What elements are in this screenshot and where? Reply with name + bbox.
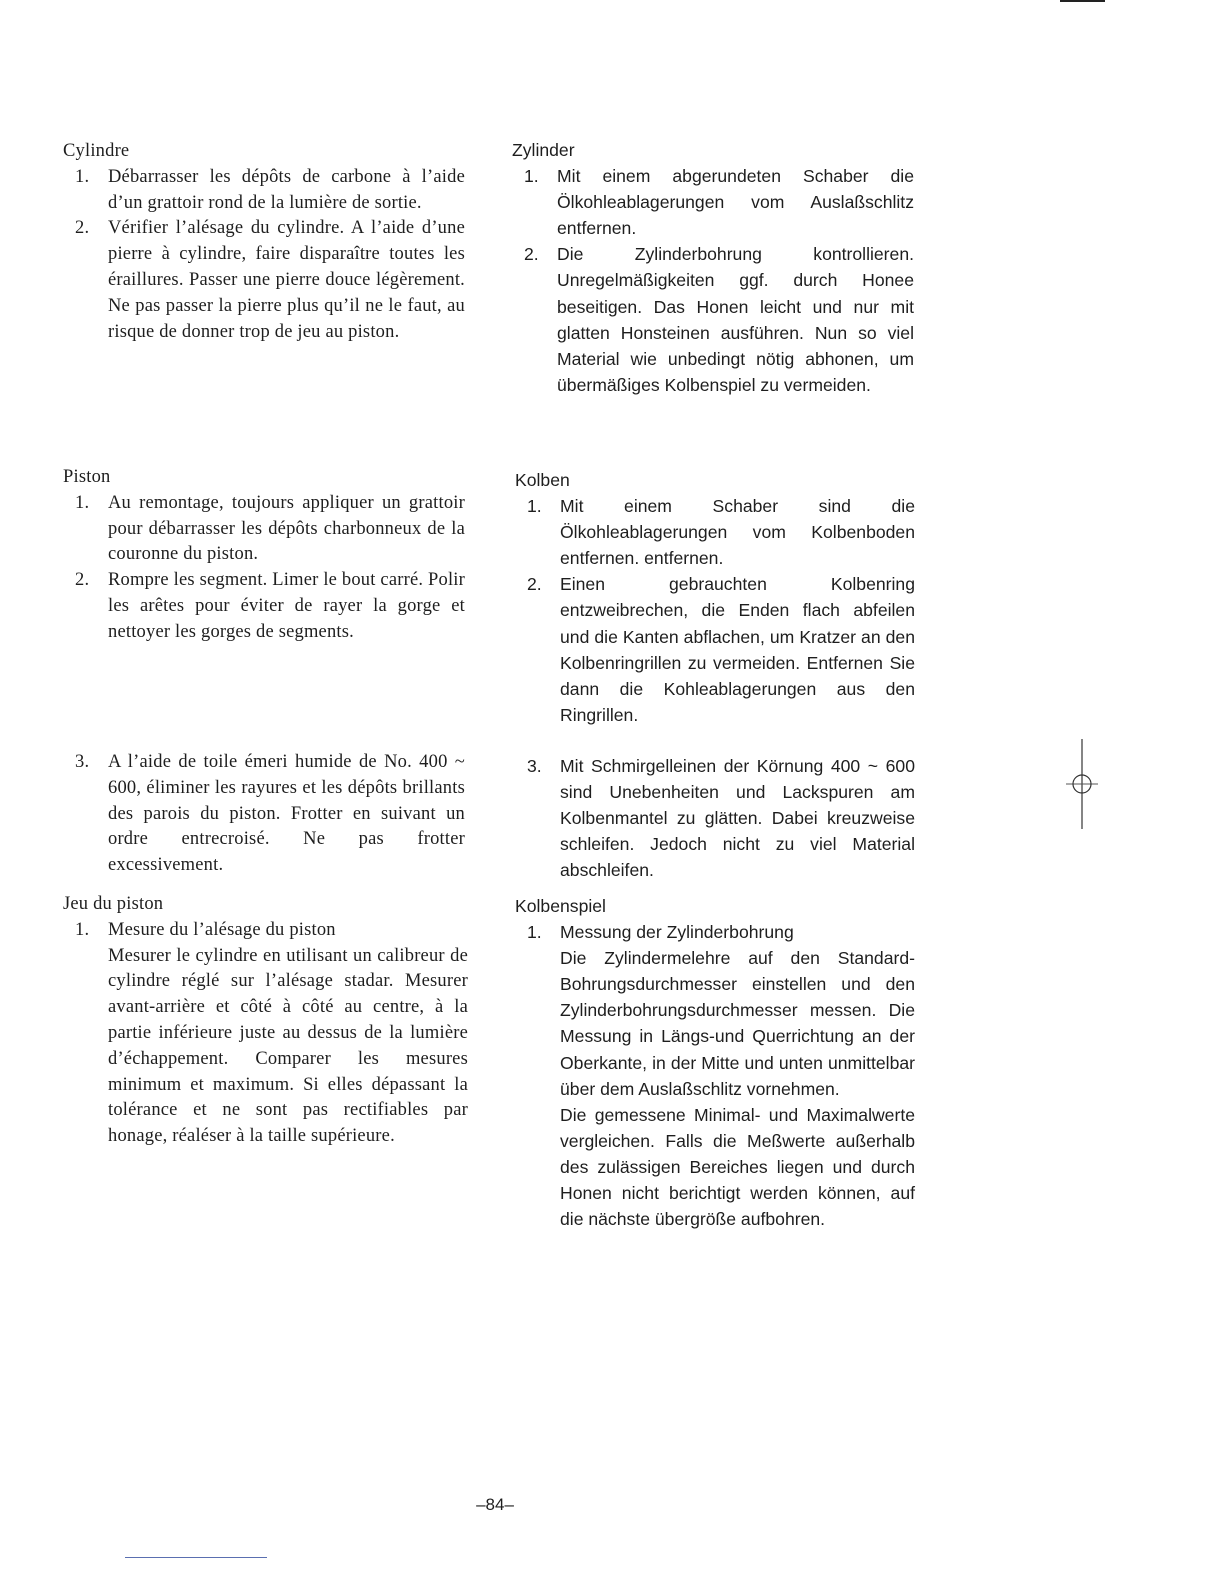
item-number: 2.	[75, 218, 90, 239]
page-number: –84–	[476, 1495, 514, 1514]
item-number: 3.	[75, 752, 90, 772]
section-cylindre	[63, 139, 465, 345]
item-text: Mit einem abgerundeten Schaber die Ölkohleablagerungen vom Auslaßschlitz entfernen.	[557, 166, 914, 239]
heading-cylindre: Cylindre	[63, 141, 130, 161]
list-item	[515, 919, 915, 1232]
list-item	[63, 750, 465, 879]
list-item	[63, 491, 465, 568]
item-text: Mit einem Schaber sind die Ölkohleablagerungen vom Kolbenboden entfernen. entfernen.	[560, 496, 915, 569]
heading-kolbenspiel: Kolbenspiel	[515, 896, 606, 916]
item-text: Débarrasser les dépôts de carbone à l’aide d’un grattoir rond de la lumière de sortie.	[108, 166, 465, 213]
item-text: Die Zylindermelehre auf den Standard-Bohrungsdurchmesser einstellen und den Zylinderbohrungsdurchmesser messen. Die Messung in Längs-und Querrichtung an der Oberkante, in der Mitte und unten unmittelbar über dem Auslaßschlitz vornehmen.	[560, 948, 915, 1099]
item-number: 1.	[75, 166, 90, 187]
registration-mark	[1066, 739, 1098, 829]
item-number: 1.	[75, 919, 90, 940]
bottom-rule	[125, 1557, 267, 1558]
heading-jeu-du-piston: Jeu du piston	[63, 894, 164, 914]
heading-kolben: Kolben	[515, 470, 570, 490]
item-text: Einen gebrauchten Kolbenring entzweibrechen, die Enden flach abfeilen und die Kanten abflachen, um Kratzer an den Kolbenringrillen zu vermeiden. Entfernen Sie dann die Kohleablagerungen aus den Ringrillen.	[560, 574, 915, 725]
list-item	[63, 216, 465, 345]
section-kolben-step3	[515, 753, 915, 883]
list-item	[63, 165, 465, 217]
list-item	[512, 241, 914, 398]
item-text: Au remontage, toujours appliquer un grattoir pour débarrasser les dépôts charbonneux de la couronne du piston.	[108, 492, 465, 565]
item-number: 1.	[527, 496, 542, 517]
list-item	[515, 493, 915, 571]
section-piston-step3	[63, 750, 465, 879]
section-kolben	[515, 467, 915, 728]
item-number: 2.	[75, 570, 90, 591]
section-jeu-du-piston	[63, 892, 468, 1150]
item-title: Mesure du l’alésage du piston	[108, 919, 336, 940]
section-kolbenspiel	[515, 893, 915, 1232]
item-text: Die Zylinderbohrung kontrollieren. Unregelmäßigkeiten ggf. durch Honee beseitigen. Das Honen leicht und nur mit glatten Honsteinen ausführen. Nun so viel Material wie unbedingt nötig abhonen, um übermäßiges Kolbenspiel zu vermeiden.	[557, 244, 914, 395]
item-number: 2.	[524, 244, 539, 265]
section-zylinder	[512, 137, 914, 398]
list-item	[515, 571, 915, 728]
heading-zylinder: Zylinder	[512, 140, 575, 160]
item-number: 1.	[524, 166, 539, 187]
item-number: 1.	[75, 492, 90, 513]
item-title: Messung der Zylinderbohrung	[560, 922, 794, 943]
item-number: 2.	[527, 574, 542, 595]
section-piston	[63, 465, 465, 646]
item-text: A l’aide de toile émeri humide de No. 400 ~ 600, éliminer les rayures et les dépôts brillants des parois du piston. Frotter en suivant un ordre entrecroisé. Ne pas frotter excessivement.	[108, 752, 465, 876]
list-item	[512, 163, 914, 241]
item-text: Vérifier l’alésage du cylindre. A l’aide d’une pierre à cylindre, faire disparaître toutes les éraillures. Passer une pierre douce légèrement. Ne pas passer la pierre plus qu’il ne le faut, au risque de donner trop de jeu au piston.	[108, 218, 465, 342]
heading-piston: Piston	[63, 467, 111, 487]
item-text: Mit Schmirgelleinen der Körnung 400 ~ 600 sind Unebenheiten und Lackspuren am Kolbenmantel zu glätten. Dabei kreuzweise schleifen. Jedoch nicht zu viel Material abschleifen.	[560, 756, 915, 881]
top-rule	[1060, 0, 1105, 2]
item-number: 1.	[527, 922, 542, 943]
list-item	[63, 918, 468, 1150]
list-item	[63, 568, 465, 645]
item-text: Rompre les segment. Limer le bout carré. Polir les arêtes pour éviter de rayer la gorge et nettoyer les gorges de segments.	[108, 570, 466, 642]
item-text: Mesurer le cylindre en utilisant un calibreur de cylindre réglé sur l’alésage stadar. Mesurer avant-arrière et côté à côté au centre, à la partie inférieure juste au dessus de la lumière d’échappement. Comparer les mesures minimum et maximum. Si elles dépassant la tolérance et ne sont pas rectifiables par honage, réaléser à la taille supérieure.	[108, 945, 468, 1147]
list-item	[515, 753, 915, 883]
item-text: Die gemessene Minimal- und Maximalwerte vergleichen. Falls die Meßwerte außerhalb des zulässigen Bereiches liegen und durch Honen nicht berichtigt werden können, auf die nächste übergröße aufbohren.	[560, 1104, 915, 1230]
item-number: 3.	[527, 756, 542, 776]
